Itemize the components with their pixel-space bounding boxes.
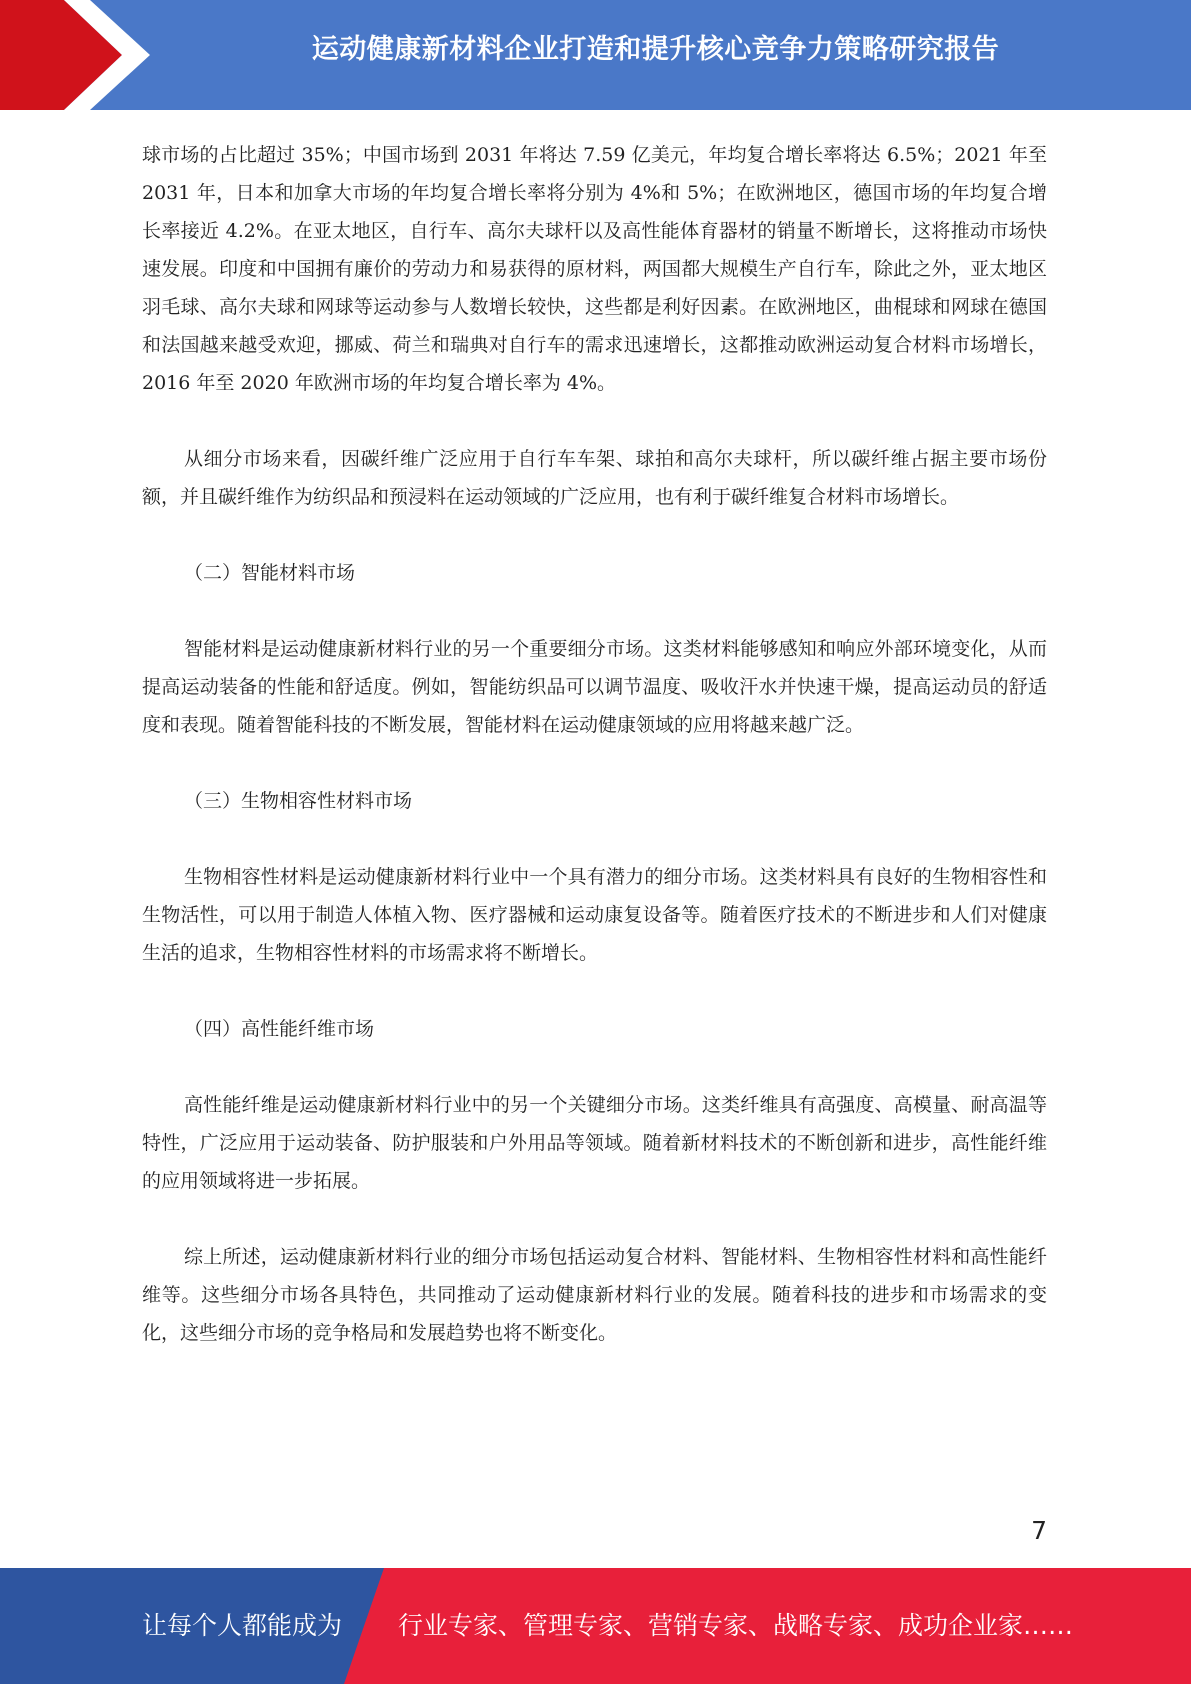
footer-slogan-left: 让每个人都能成为 (142, 1611, 343, 1640)
paragraph-market-share: 球市场的占比超过 35%；中国市场到 2031 年将达 7.59 亿美元，年均复合增长率将达 6.5%；2021 年至 2031 年，日本和加拿大市场的年均复合增长率将分别为 4%和 5%；在欧洲地区，德国市场的年均复合增长率接近 4.2%。在亚太地区，自行车、高尔夫球杆以及高性能体育器材的销量不断增长，这将推动市场快速发展。印度和中国拥有廉价的劳动力和易获得的原材料，两国都大规模生产自行车，除此之外，亚太地区羽毛球、高尔夫球和网球等运动参与人数增长较快，这些都是利好因素。在欧洲地区，曲棍球和网球在德国和法国越来越受欢迎，挪威、荷兰和瑞典对自行车的需求迅速增长，这都推动欧洲运动复合材料市场增长，2016 年至 2020 年欧洲市场的年均复合增长率为 4%。 (142, 144, 1047, 394)
document-body (142, 136, 1047, 1352)
section-heading-biocompatible-materials: （三）生物相容性材料市场 (184, 790, 413, 812)
section-heading-smart-materials: （二）智能材料市场 (184, 562, 356, 584)
paragraph-biocompatible-materials: 生物相容性材料是运动健康新材料行业中一个具有潜力的细分市场。这类材料具有良好的生物相容性和生物活性，可以用于制造人体植入物、医疗器械和运动康复设备等。随着医疗技术的不断进步和人们对健康生活的追求，生物相容性材料的市场需求将不断增长。 (142, 866, 1047, 964)
header-arrow-decoration (0, 0, 160, 110)
paragraph-high-performance-fiber: 高性能纤维是运动健康新材料行业中的另一个关键细分市场。这类纤维具有高强度、高模量、耐高温等特性，广泛应用于运动装备、防护服装和户外用品等领域。随着新材料技术的不断创新和进步，高性能纤维的应用领域将进一步拓展。 (142, 1094, 1047, 1192)
page-number: 7 (1031, 1516, 1047, 1545)
page-footer (0, 1568, 1191, 1684)
footer-slogan-right: 行业专家、管理专家、营销专家、战略专家、成功企业家…… (398, 1611, 1074, 1640)
page-header (0, 0, 1191, 110)
paragraph-smart-materials: 智能材料是运动健康新材料行业的另一个重要细分市场。这类材料能够感知和响应外部环境变化，从而提高运动装备的性能和舒适度。例如，智能纺织品可以调节温度、吸收汗水并快速干燥，提高运动员的舒适度和表现。随着智能科技的不断发展，智能材料在运动健康领域的应用将越来越广泛。 (142, 638, 1047, 736)
paragraph-segment-carbon-fiber: 从细分市场来看，因碳纤维广泛应用于自行车车架、球拍和高尔夫球杆，所以碳纤维占据主要市场份额，并且碳纤维作为纺织品和预浸料在运动领域的广泛应用，也有利于碳纤维复合材料市场增长。 (142, 448, 1047, 508)
section-heading-high-performance-fiber: （四）高性能纤维市场 (184, 1018, 375, 1040)
paragraph-summary: 综上所述，运动健康新材料行业的细分市场包括运动复合材料、智能材料、生物相容性材料和高性能纤维等。这些细分市场各具特色，共同推动了运动健康新材料行业的发展。随着科技的进步和市场需求的变化，这些细分市场的竞争格局和发展趋势也将不断变化。 (142, 1246, 1047, 1344)
header-title: 运动健康新材料企业打造和提升核心竞争力策略研究报告 (311, 34, 1000, 65)
